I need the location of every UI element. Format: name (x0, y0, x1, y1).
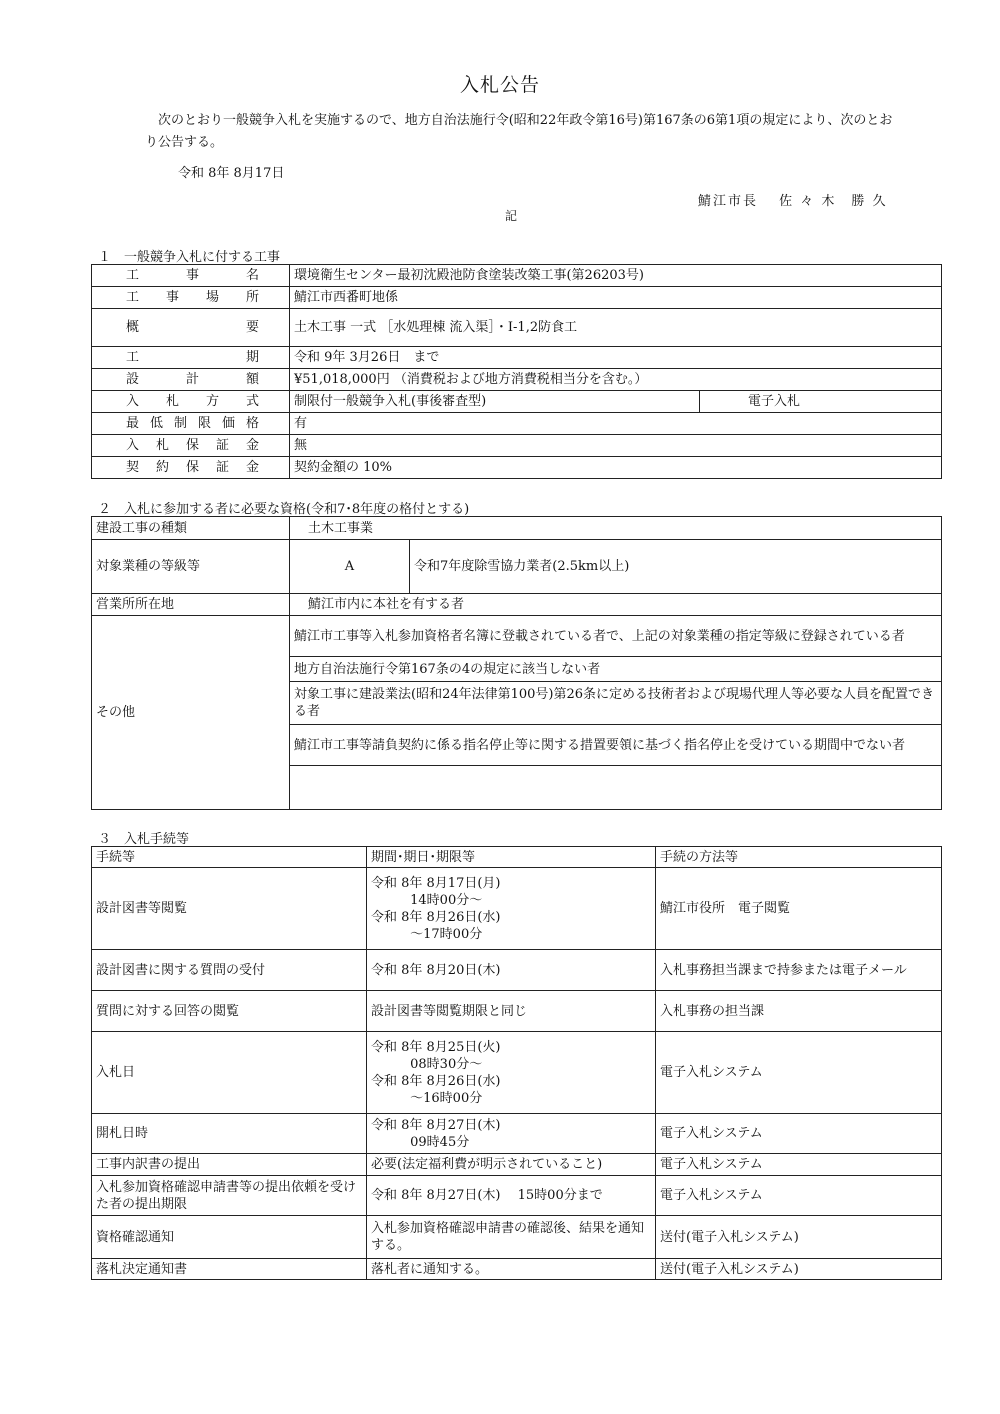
row-label: 工事名 (92, 265, 290, 287)
period-cell: 令和 8年 8月27日(木) 15時00分まで (367, 1176, 656, 1216)
proc-cell: 落札決定通知書 (92, 1259, 367, 1280)
method-cell: 電子入札システム (656, 1154, 942, 1176)
table-row (92, 391, 942, 413)
table-row (92, 517, 942, 540)
period-cell: 入札参加資格確認申請書の確認後、結果を通知する。 (367, 1216, 656, 1259)
period-line: 令和 8年 8月26日(水) (371, 1073, 501, 1089)
table-row (92, 435, 942, 457)
row-value: 鯖江市西番町地係 (290, 287, 942, 309)
ki-mark: 記 (505, 209, 518, 223)
row-value: 無 (290, 435, 942, 457)
other-item: 鯖江市工事等入札参加資格者名簿に登載されている者で、上記の対象業種の指定等級に登録されている者 (290, 616, 942, 657)
row-label: 入札方式 (92, 391, 290, 413)
row-value: 制限付一般競争入札(事後審査型) (290, 391, 700, 413)
method-cell: 鯖江市役所 電子閲覧 (656, 868, 942, 950)
row-label: 工期 (92, 347, 290, 369)
issuer-name: 鯖江市長 佐 々 木 勝 久 (698, 194, 888, 209)
proc-cell: 入札参加資格確認申請書等の提出依頼を受けた者の提出期限 (92, 1176, 367, 1216)
period-cell (367, 1114, 656, 1154)
other-item: 鯖江市工事等請負契約に係る指名停止等に関する措置要領に基づく指名停止を受けている期間中でない者 (290, 725, 942, 766)
column-header: 期間･期日･期限等 (367, 847, 656, 868)
table-row (92, 868, 942, 950)
period-line: 09時45分 (393, 1134, 470, 1150)
section1-table (91, 264, 942, 479)
period-cell: 設計図書等閲覧期限と同じ (367, 991, 656, 1032)
method-cell: 送付(電子入札システム) (656, 1216, 942, 1259)
period-line: 令和 8年 8月25日(火) (371, 1039, 501, 1055)
table-header-row (92, 847, 942, 868)
intro-text: 次のとおり一般競争入札を実施するので、地方自治法施行令(昭和22年政令第16号)第167条の6第1項の規定により、次のとおり公告する。 (145, 113, 893, 150)
page-title: 入札公告 (459, 74, 540, 96)
announcement-date: 令和 8年 8月17日 (178, 166, 285, 181)
period-line: ～16時00分 (393, 1090, 483, 1106)
row-label: 設計額 (92, 369, 290, 391)
office-label: 営業所所在地 (92, 594, 290, 616)
table-row (92, 540, 942, 594)
table-row (92, 950, 942, 991)
grade-note: 令和7年度除雪協力業者(2.5km以上) (410, 540, 942, 594)
row-value: 環境衛生センター最初沈殿池防食塗装改築工事(第26203号) (290, 265, 942, 287)
table-row (92, 265, 942, 287)
table-row (92, 1176, 942, 1216)
period-cell: 必要(法定福利費が明示されていること) (367, 1154, 656, 1176)
table-row (92, 1114, 942, 1154)
other-item: 地方自治法施行令第167条の4の規定に該当しない者 (290, 657, 942, 682)
row-label: 契約保証金 (92, 457, 290, 479)
section1-heading: １ 一般競争入札に付する工事 (98, 250, 281, 265)
table-row (92, 991, 942, 1032)
type-value: 土木工事業 (290, 517, 942, 540)
row-label: 最低制限価格 (92, 413, 290, 435)
section3-heading: ３ 入札手続等 (98, 832, 190, 847)
proc-cell: 設計図書に関する質問の受付 (92, 950, 367, 991)
proc-cell: 開札日時 (92, 1114, 367, 1154)
period-cell: 落札者に通知する。 (367, 1259, 656, 1280)
method-cell: 入札事務担当課まで持参または電子メール (656, 950, 942, 991)
period-cell (367, 868, 656, 950)
row-value: 契約金額の 10% (290, 457, 942, 479)
method-cell: 電子入札システム (656, 1176, 942, 1216)
row-value: 令和 9年 3月26日 まで (290, 347, 942, 369)
period-line: 令和 8年 8月26日(水) (371, 909, 501, 925)
column-header: 手続等 (92, 847, 367, 868)
table-row (92, 413, 942, 435)
other-item-empty (290, 766, 942, 810)
row-value: ¥51,018,000円 （消費税および地方消費税相当分を含む。） (290, 369, 942, 391)
table-row (92, 1259, 942, 1280)
proc-cell: 質問に対する回答の閲覧 (92, 991, 367, 1032)
row-label: 工事場所 (92, 287, 290, 309)
proc-cell: 入札日 (92, 1032, 367, 1114)
period-line: 08時30分～ (393, 1056, 483, 1072)
table-row (92, 1216, 942, 1259)
proc-cell: 資格確認通知 (92, 1216, 367, 1259)
table-row (92, 287, 942, 309)
row-extra: 電子入札 (700, 391, 942, 413)
period-line: 令和 8年 8月27日(木) (371, 1117, 501, 1133)
row-value: 土木工事 一式 ［水処理棟 流入渠］・Ⅰ-1,2防食工 (290, 309, 942, 347)
period-line: 令和 8年 8月17日(月) (371, 875, 501, 891)
table-row (92, 1154, 942, 1176)
section2-heading: ２ 入札に参加する者に必要な資格(令和7･8年度の格付とする) (98, 502, 470, 517)
table-row (92, 309, 942, 347)
period-line: 14時00分～ (393, 892, 483, 908)
proc-cell: 工事内訳書の提出 (92, 1154, 367, 1176)
method-cell: 電子入札システム (656, 1032, 942, 1114)
period-line: ～17時00分 (393, 926, 483, 942)
table-row (92, 457, 942, 479)
proc-cell: 設計図書等閲覧 (92, 868, 367, 950)
row-label: 入札保証金 (92, 435, 290, 457)
row-label: 概要 (92, 309, 290, 347)
table-row (92, 369, 942, 391)
method-cell: 入札事務の担当課 (656, 991, 942, 1032)
method-cell: 電子入札システム (656, 1114, 942, 1154)
section2-table (91, 516, 942, 810)
table-row (92, 616, 942, 657)
office-value: 鯖江市内に本社を有する者 (290, 594, 942, 616)
section3-table (91, 846, 942, 1280)
table-row (92, 594, 942, 616)
type-label: 建設工事の種類 (92, 517, 290, 540)
other-label: その他 (92, 616, 290, 810)
grade-value: A (290, 540, 410, 594)
other-item: 対象工事に建設業法(昭和24年法律第100号)第26条に定める技術者および現場代理人等必要な人員を配置できる者 (290, 682, 942, 725)
table-row (92, 347, 942, 369)
method-cell: 送付(電子入札システム) (656, 1259, 942, 1280)
column-header: 手続の方法等 (656, 847, 942, 868)
grade-label: 対象業種の等級等 (92, 540, 290, 594)
period-cell (367, 1032, 656, 1114)
table-row (92, 1032, 942, 1114)
period-cell: 令和 8年 8月20日(木) (367, 950, 656, 991)
row-value: 有 (290, 413, 942, 435)
